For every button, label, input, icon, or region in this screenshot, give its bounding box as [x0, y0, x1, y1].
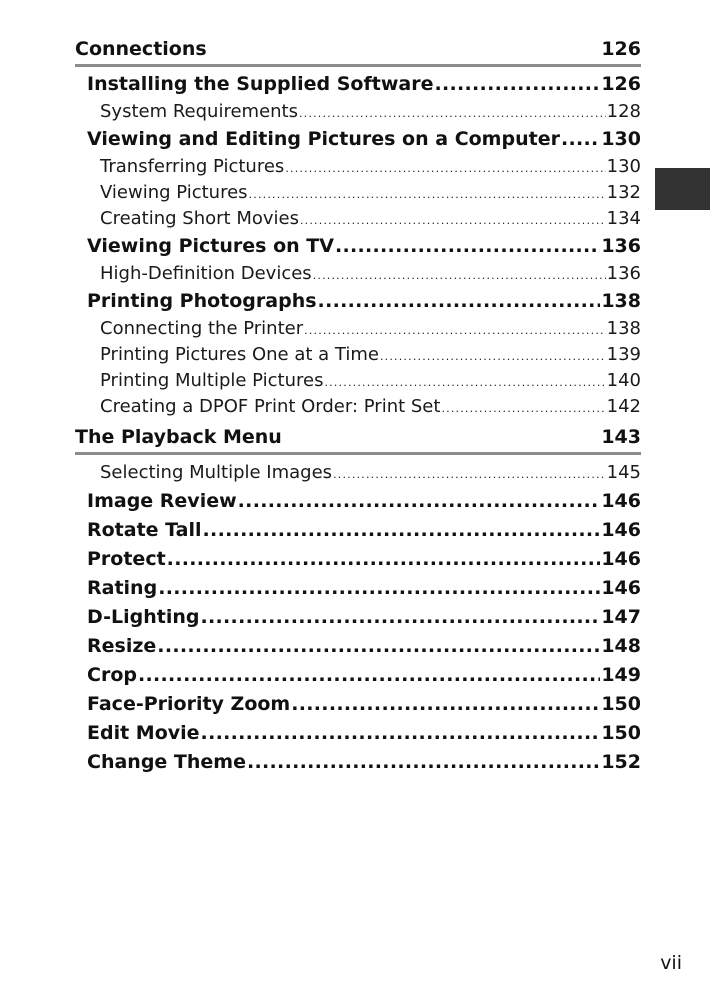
entry-title: Image Review — [87, 490, 237, 512]
toc-entry[interactable] — [75, 70, 641, 99]
dot-leader — [380, 344, 606, 370]
entry-title: Transferring Pictures — [100, 156, 285, 177]
toc-entry[interactable] — [75, 125, 641, 154]
entry-page: 150 — [601, 693, 641, 715]
entry-title: System Requirements — [100, 101, 298, 122]
dot-leader — [157, 632, 600, 661]
toc-entry[interactable] — [75, 99, 641, 125]
dot-leader — [138, 661, 600, 690]
entry-page: 150 — [601, 722, 641, 744]
toc-entry[interactable] — [75, 206, 641, 232]
toc-entry[interactable] — [75, 632, 641, 661]
section-heading — [75, 425, 641, 455]
entry-title: Connecting the Printer — [100, 318, 304, 339]
toc-entry[interactable] — [75, 516, 641, 545]
dot-leader — [434, 70, 600, 99]
entry-page: 146 — [601, 490, 641, 512]
toc-entry[interactable] — [75, 748, 641, 777]
entry-title: High-Definition Devices — [100, 263, 312, 284]
entry-page: 142 — [606, 396, 641, 417]
section-heading — [75, 37, 641, 67]
toc-section-connections — [75, 37, 641, 420]
entry-page: 139 — [606, 344, 641, 365]
entry-title: Installing the Supplied Software — [87, 73, 434, 95]
dot-leader — [249, 182, 606, 208]
entry-title: Viewing Pictures — [100, 182, 248, 203]
entry-page: 128 — [606, 101, 641, 122]
toc-entry[interactable] — [75, 661, 641, 690]
toc-section-playback-menu — [75, 425, 641, 777]
entry-page: 146 — [601, 519, 641, 541]
toc-entry[interactable] — [75, 394, 641, 420]
toc-entry[interactable] — [75, 458, 641, 487]
entry-page: 130 — [601, 128, 641, 150]
entry-title: Creating Short Movies — [100, 208, 299, 229]
entry-title: Selecting Multiple Images — [100, 462, 333, 483]
dot-leader — [304, 318, 606, 344]
dot-leader — [324, 370, 605, 396]
toc-entry[interactable] — [75, 719, 641, 748]
dot-leader — [441, 396, 605, 422]
toc-entries — [75, 455, 641, 777]
entry-page: 126 — [601, 73, 641, 95]
entry-page: 130 — [606, 156, 641, 177]
dot-leader — [167, 545, 601, 574]
dot-leader — [238, 487, 601, 516]
entry-title: Crop — [87, 664, 137, 686]
section-page: 143 — [601, 426, 641, 448]
page-number: vii — [660, 952, 682, 974]
toc-entry[interactable] — [75, 690, 641, 719]
entry-page: 145 — [606, 462, 641, 483]
entry-title: Printing Pictures One at a Time — [100, 344, 379, 365]
dot-leader — [313, 263, 606, 289]
entry-title: Change Theme — [87, 751, 246, 773]
toc-entry[interactable] — [75, 574, 641, 603]
entry-page: 140 — [606, 370, 641, 391]
entry-title: Printing Multiple Pictures — [100, 370, 324, 391]
toc-entry[interactable] — [75, 287, 641, 316]
entry-page: 148 — [601, 635, 641, 657]
entry-title: Resize — [87, 635, 157, 657]
toc-entry[interactable] — [75, 154, 641, 180]
toc-entry[interactable] — [75, 487, 641, 516]
entry-title: Rotate Tall — [87, 519, 202, 541]
toc-entry[interactable] — [75, 232, 641, 261]
entry-page: 146 — [601, 577, 641, 599]
toc-entry[interactable] — [75, 603, 641, 632]
dot-leader — [200, 603, 600, 632]
dot-leader — [561, 125, 600, 154]
dot-leader — [333, 460, 606, 489]
entry-title: Protect — [87, 548, 166, 570]
dot-leader — [285, 156, 605, 182]
section-title: Connections — [75, 38, 207, 60]
entry-page: 132 — [606, 182, 641, 203]
dot-leader — [300, 208, 606, 234]
entry-title: Viewing Pictures on TV — [87, 235, 334, 257]
entry-page: 146 — [601, 548, 641, 570]
entry-page: 147 — [601, 606, 641, 628]
entry-page: 134 — [606, 208, 641, 229]
toc-entry[interactable] — [75, 368, 641, 394]
dot-leader — [335, 232, 600, 261]
dot-leader — [203, 516, 601, 545]
entry-title: Rating — [87, 577, 158, 599]
entry-page: 138 — [606, 318, 641, 339]
entry-page: 138 — [601, 290, 641, 312]
entry-page: 136 — [606, 263, 641, 284]
dot-leader — [299, 101, 606, 127]
entry-title: Edit Movie — [87, 722, 200, 744]
chapter-tab-marker — [655, 168, 710, 210]
entry-page: 136 — [601, 235, 641, 257]
entry-title: Creating a DPOF Print Order: Print Set — [100, 396, 441, 417]
toc-entry[interactable] — [75, 342, 641, 368]
section-title: The Playback Menu — [75, 426, 282, 448]
entry-title: D-Lighting — [87, 606, 200, 628]
dot-leader — [318, 287, 601, 316]
toc-entry[interactable] — [75, 180, 641, 206]
dot-leader — [247, 748, 600, 777]
toc-entries — [75, 67, 641, 420]
toc-entry[interactable] — [75, 316, 641, 342]
entry-title: Face-Priority Zoom — [87, 693, 291, 715]
dot-leader — [158, 574, 600, 603]
toc-entry[interactable] — [75, 545, 641, 574]
section-page: 126 — [601, 38, 641, 60]
dot-leader — [291, 690, 600, 719]
entry-page: 149 — [601, 664, 641, 686]
toc-entry[interactable] — [75, 261, 641, 287]
entry-page: 152 — [601, 751, 641, 773]
entry-title: Printing Photographs — [87, 290, 317, 312]
entry-title: Viewing and Editing Pictures on a Computer — [87, 128, 560, 150]
dot-leader — [201, 719, 601, 748]
